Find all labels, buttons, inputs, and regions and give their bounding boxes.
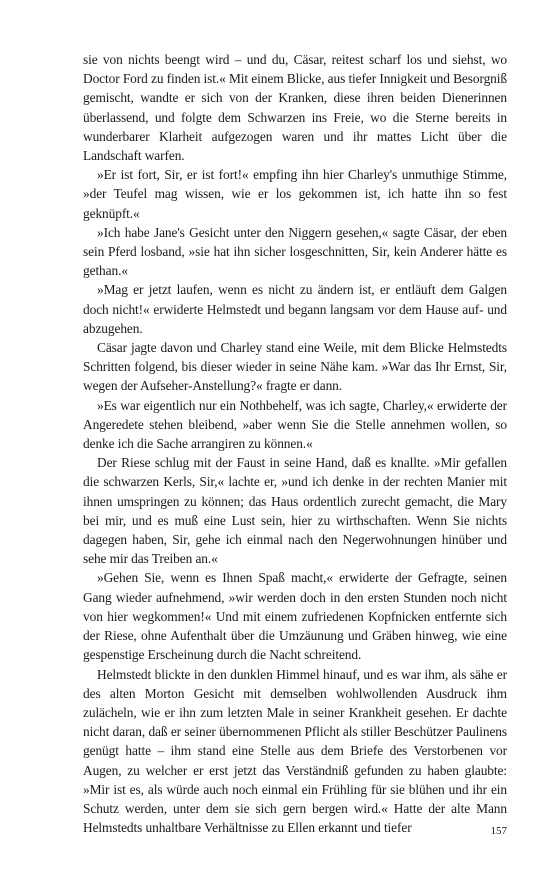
paragraph: »Mag er jetzt laufen, wenn es nicht zu ändern ist, er entläuft dem Galgen doch nicht!« erwiderte Helmstedt und begann langsam vor dem Hause auf- und abzugehen. — [83, 282, 507, 336]
paragraph: »Gehen Sie, wenn es Ihnen Spaß macht,« erwiderte der Gefragte, seinen Gang wieder aufnehmend, »wir werden doch in den ersten Stunden noch nicht von hier wegkommen!« Und mit einem zufriedenen Kopfnicken entfernte sich der Riese, ohne Aufenthalt über die Umzäunung und Gräben hinweg, wie eine gespenstige Erscheinung durch die Nacht schreitend. — [83, 570, 507, 663]
page-number: 157 — [490, 825, 507, 837]
paragraph: Der Riese schlug mit der Faust in seine Hand, daß es knallte. »Mir gefallen die schwarzen Kerls, Sir,« lachte er, »und ich denke in der rechten Manier mit ihnen umspringen zu können; das Haus ordentlich zurecht gemacht, die Mary bei mir, und es muß eine Lust sein, hier zu wirthschaften. Wenn Sie nichts dagegen haben, Sir, gehe ich einmal nach den Negerwohnungen hinüber und sehe mir das Treiben an.« — [83, 455, 507, 567]
body-text — [83, 50, 507, 837]
paragraph: »Er ist fort, Sir, er ist fort!« empfing ihn hier Charley's unmuthige Stimme, »der Teufel mag wissen, wie er los gekommen ist, ich hatte ihn so fest geknüpft.« — [83, 167, 507, 221]
paragraph-continuation: sie von nichts beengt wird – und du, Cäsar, reitest scharf los und siehst, wo Doctor Ford zu finden ist.« Mit einem Blicke, aus tiefer Innigkeit und Besorgniß gemischt, wandte er sich von der Kranken, diese ihren beiden Dienerinnen überlassend, und folgte dem Schwarzen ins Freie, wo die Sterne bereits in wunderbarer Klarheit aufgezogen waren und ihr mattes Licht über die Landschaft warfen. — [83, 52, 507, 164]
paragraph: Helmstedt blickte in den dunklen Himmel hinauf, und es war ihm, als sähe er des alten Morton Gesicht mit demselben wohlwollenden Ausdruck ihm zulächeln, wie er ihn zum letzten Male in seiner Krankheit gesehen. Er dachte nicht daran, daß er seiner übernommenen Pflicht als stiller Beschützer Paulinens genügt hatte – ihm stand eine Stelle aus dem Briefe des Verstorbenen vor Augen, zu welcher er erst jetzt das Verständniß gefunden zu haben glaubte: »Mir ist es, als würde auch noch einmal ein Frühling für sie blühen und ihr ein Schutz werden, unter dem sie sich gern bergen wird.« Hatte der alte Mann Helmstedts unhaltbare Verhältnisse zu Ellen erkannt und tiefer — [83, 666, 507, 836]
paragraph: »Ich habe Jane's Gesicht unter den Niggern gesehen,« sagte Cäsar, der eben sein Pferd losband, »sie hat ihn sicher losgeschnitten, Sir, kein Anderer hätte es gethan.« — [83, 224, 507, 279]
paragraph: »Es war eigentlich nur ein Nothbehelf, was ich sagte, Charley,« erwiderte der Angeredete stehen bleibend, »aber wenn Sie die Stelle annehmen wollen, so denke ich die Sache arrangiren zu können.« — [83, 397, 507, 452]
paragraph: Cäsar jagte davon und Charley stand eine Weile, mit dem Blicke Helmstedts Schritten folgend, bis dieser wieder in seine Nähe kam. »War das Ihr Ernst, Sir, wegen der Aufseher-Anstellung?« fragte er dann. — [83, 340, 507, 394]
